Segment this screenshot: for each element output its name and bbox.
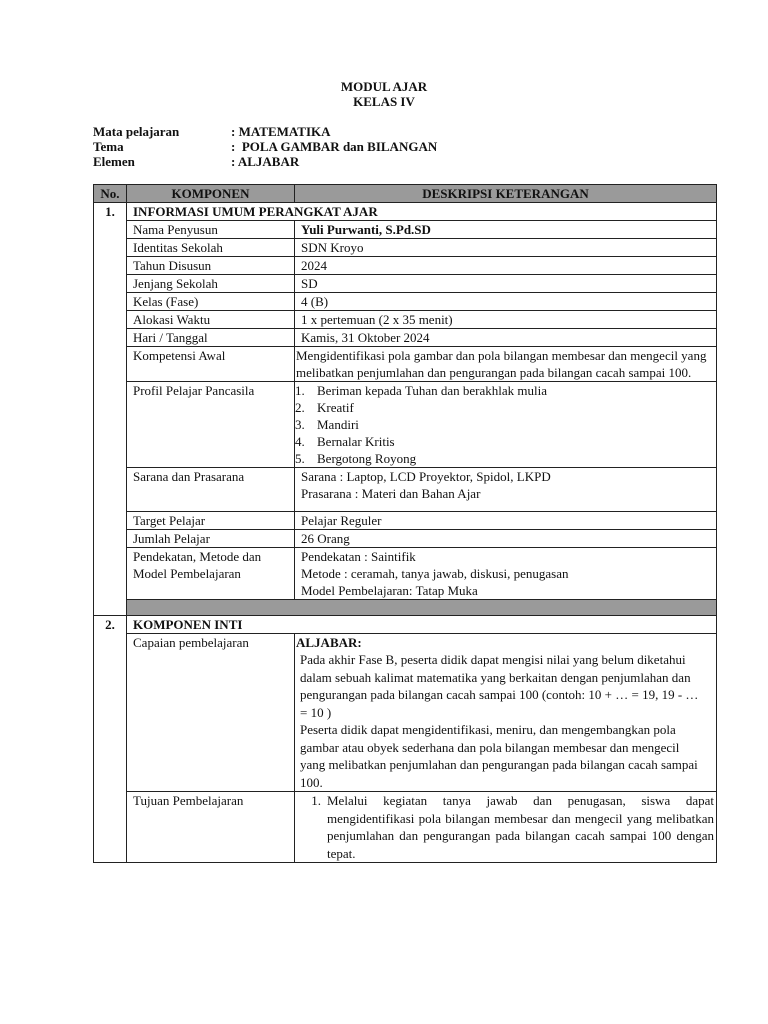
table-row <box>94 257 717 275</box>
table-row <box>94 311 717 329</box>
item-number: 3. <box>295 417 305 432</box>
meta-value: : MATEMATIKA <box>231 124 331 139</box>
meta-value: : POLA GAMBAR dan BILANGAN <box>231 139 438 154</box>
row-label: Jenjang Sekolah <box>127 275 295 293</box>
table-row <box>94 239 717 257</box>
row-label: Tahun Disusun <box>127 257 295 275</box>
row-label: Kompetensi Awal <box>127 347 295 382</box>
meta-row-element <box>93 154 437 169</box>
item-number: 1. <box>311 793 321 808</box>
section-title: INFORMASI UMUM PERANGKAT AJAR <box>127 203 717 221</box>
table-row <box>94 530 717 548</box>
document-title: MODUL AJAR <box>340 79 428 94</box>
row-label: Nama Penyusun <box>127 221 295 239</box>
table-row <box>94 293 717 311</box>
approach-line: Pendekatan : Saintifik <box>301 549 416 564</box>
header-no: No. <box>94 185 127 203</box>
row-value <box>295 382 717 468</box>
section-number: 2. <box>94 616 127 863</box>
row-value: Yuli Purwanti, S.Pd.SD <box>295 221 717 239</box>
row-value: 2024 <box>295 257 717 275</box>
table-row <box>94 512 717 530</box>
row-label: Identitas Sekolah <box>127 239 295 257</box>
table-row <box>94 347 717 382</box>
method-line: Metode : ceramah, tanya jawab, diskusi, penugasan <box>301 566 569 581</box>
row-value: Pelajar Reguler <box>295 512 717 530</box>
capaian-heading: ALJABAR: <box>296 635 362 650</box>
section-number: 1. <box>94 203 127 616</box>
item-number: 1. <box>295 383 305 398</box>
item-text: Kreatif <box>317 400 354 415</box>
meta-row-subject <box>93 124 437 139</box>
row-value: Mengidentifikasi pola gambar dan pola bilangan membesar dan mengecil yang melibatkan penjumlahan dan pengurangan pada bilangan cacah sampai 100. <box>295 347 717 382</box>
row-value <box>295 792 717 863</box>
row-label: Profil Pelajar Pancasila <box>127 382 295 468</box>
row-label: Hari / Tanggal <box>127 329 295 347</box>
row-value <box>295 634 717 792</box>
table-row <box>94 548 717 600</box>
section-title: KOMPONEN INTI <box>127 616 717 634</box>
label-line: Pendekatan, Metode dan <box>133 549 262 564</box>
prasarana-line: Prasarana : Materi dan Bahan Ajar <box>301 486 481 501</box>
list-item <box>295 416 716 433</box>
item-number: 5. <box>295 451 305 466</box>
item-text: Bergotong Royong <box>317 451 417 466</box>
section-row <box>94 616 717 634</box>
section-divider <box>94 600 717 616</box>
section-row <box>94 203 717 221</box>
row-label: Tujuan Pembelajaran <box>127 792 295 863</box>
meta-row-theme <box>93 139 437 154</box>
profile-list <box>295 382 716 467</box>
meta-value: : ALJABAR <box>231 154 300 169</box>
row-label: Kelas (Fase) <box>127 293 295 311</box>
row-value: 4 (B) <box>295 293 717 311</box>
capaian-paragraph: Peserta didik dapat mengidentifikasi, meniru, dan mengembangkan pola gambar atau obyek sederhana dan pola bilangan membesar dan mengecil yang melibatkan penjumlahan dan pengurangan pada bilangan cacah sampai 100. <box>300 722 698 790</box>
table-header-row <box>94 185 717 203</box>
table-row <box>94 634 717 792</box>
sarana-line: Sarana : Laptop, LCD Proyektor, Spidol, LKPD <box>301 469 551 484</box>
header-komponen: KOMPONEN <box>127 185 295 203</box>
row-label: Capaian pembelajaran <box>127 634 295 792</box>
row-label <box>127 548 295 600</box>
item-text: Melalui kegiatan tanya jawab dan penugasan, siswa dapat mengidentifikasi pola bilangan membesar dan mengecil yang melibatkan penjumlahan dan pengurangan pada bilangan cacah sampai 100 dengan tepat. <box>327 793 714 861</box>
list-item <box>295 399 716 416</box>
row-value: 1 x pertemuan (2 x 35 menit) <box>295 311 717 329</box>
table-row <box>94 382 717 468</box>
model-line: Model Pembelajaran: Tatap Muka <box>301 583 478 598</box>
row-label: Sarana dan Prasarana <box>127 468 295 512</box>
row-value <box>295 468 717 512</box>
meta-block <box>93 124 437 169</box>
label-line: Model Pembelajaran <box>133 566 241 581</box>
table-row <box>94 221 717 239</box>
capaian-paragraph: Pada akhir Fase B, peserta didik dapat mengisi nilai yang belum diketahui dalam sebuah kalimat matematika yang berkaitan dengan penjumlahan dan pengurangan pada bilangan cacah sampai 100 (contoh: 10 + … = 19, 19 - … = 10 ) <box>300 652 699 720</box>
meta-key: Elemen <box>93 154 135 169</box>
row-label: Jumlah Pelajar <box>127 530 295 548</box>
table-row <box>94 792 717 863</box>
row-value <box>295 548 717 600</box>
objective-item <box>295 792 716 862</box>
item-number: 4. <box>295 434 305 449</box>
module-table <box>93 184 717 863</box>
table-row <box>94 468 717 512</box>
item-text: Bernalar Kritis <box>317 434 395 449</box>
row-label: Alokasi Waktu <box>127 311 295 329</box>
divider-cell <box>127 600 717 616</box>
table-row <box>94 275 717 293</box>
item-text: Mandiri <box>317 417 359 432</box>
table-row <box>94 329 717 347</box>
row-value: 26 Orang <box>295 530 717 548</box>
row-value: Kamis, 31 Oktober 2024 <box>295 329 717 347</box>
meta-key: Tema <box>93 139 124 154</box>
item-number: 2. <box>295 400 305 415</box>
document-subtitle: KELAS IV <box>353 94 415 109</box>
row-value: SDN Kroyo <box>295 239 717 257</box>
header-deskripsi: DESKRIPSI KETERANGAN <box>295 185 717 203</box>
list-item <box>295 450 716 467</box>
item-text: Beriman kepada Tuhan dan berakhlak mulia <box>317 383 547 398</box>
row-label: Target Pelajar <box>127 512 295 530</box>
list-item <box>295 433 716 450</box>
row-value: SD <box>295 275 717 293</box>
list-item <box>295 382 716 399</box>
meta-key: Mata pelajaran <box>93 124 180 139</box>
